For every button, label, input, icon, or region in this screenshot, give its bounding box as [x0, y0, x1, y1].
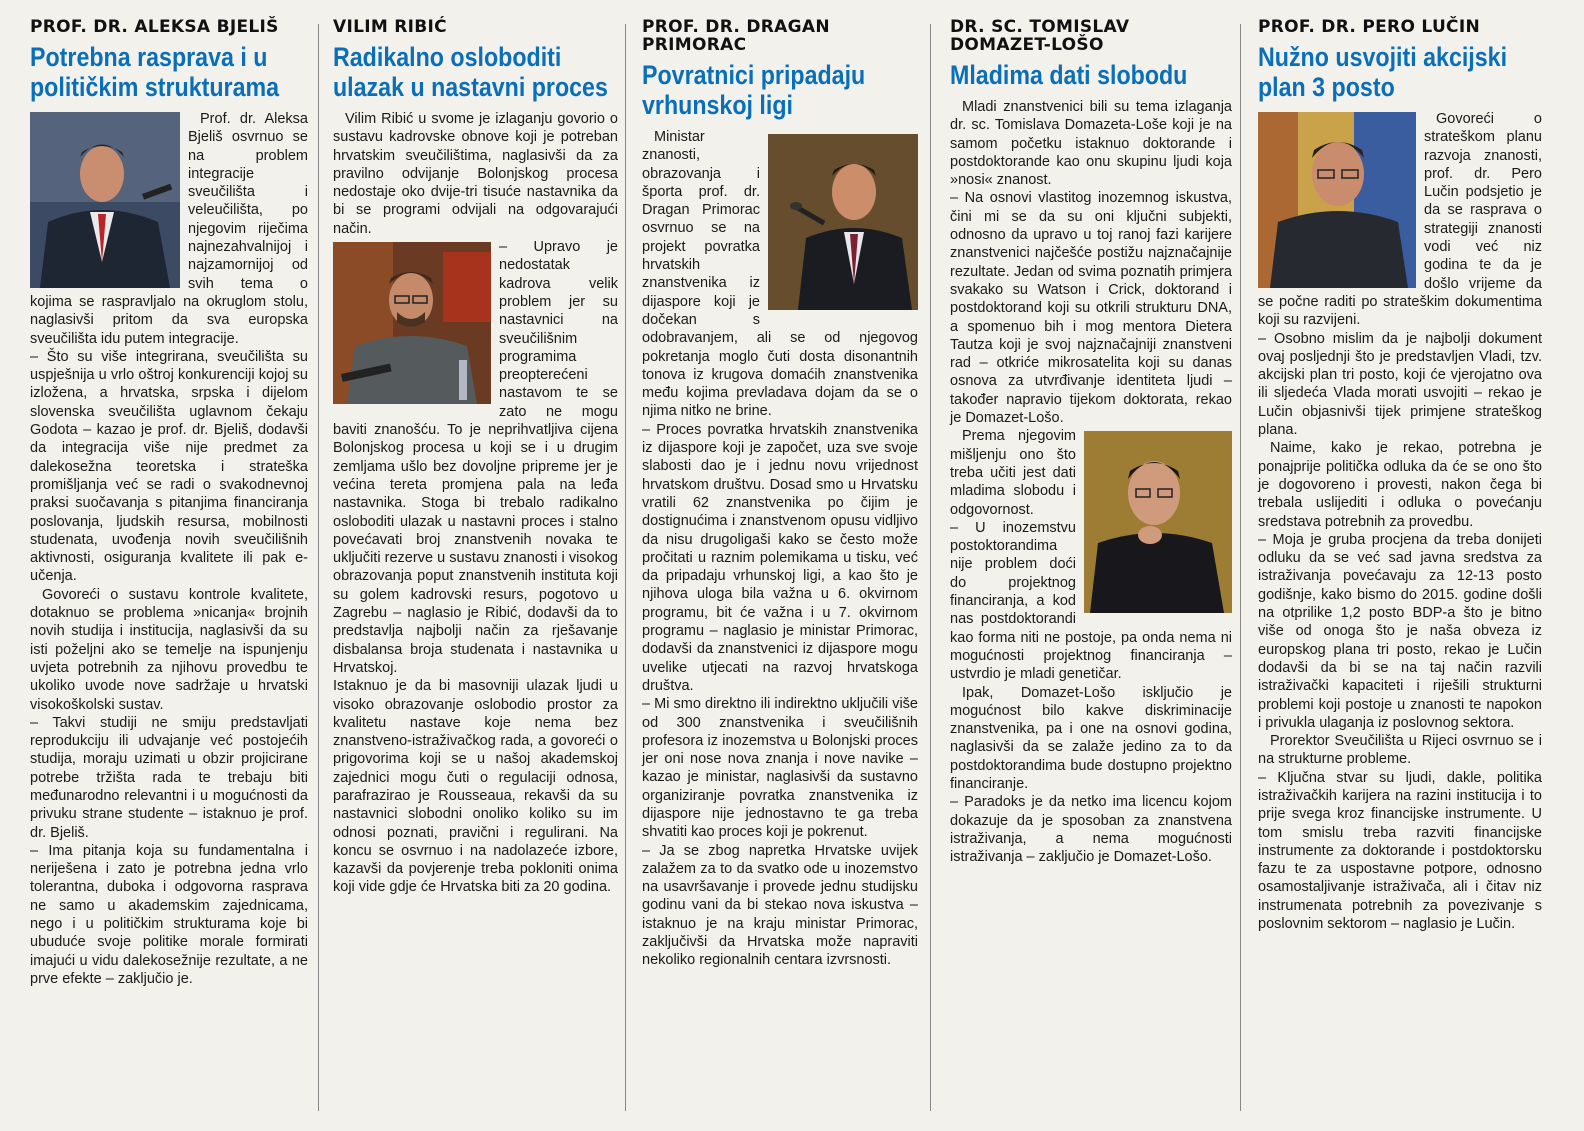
headline: Nužno usvojiti akcijski plan 3 posto — [1258, 42, 1508, 102]
byline: PROF. DR. DRAGAN PRIMORAC — [642, 17, 830, 55]
paragraph: Prorektor Sveučilišta u Rijeci osvrnuo se i na strukturne probleme. — [1258, 733, 1542, 768]
article-body — [1258, 110, 1542, 933]
article-body — [642, 128, 918, 970]
paragraph: – Ja se zbog napretka Hrvatske uvijek zalažem za to da svatko ode u inozemstvo na usavršavanje i provede jednu studijsku godinu vani da bi stekao nova iskustva – istaknuo je na kraju ministar Primorac, zaključivši da Hrvatska može napraviti nekoliko regionalnih centara izvrsnosti. — [642, 842, 918, 969]
byline: PROF. DR. ALEKSA BJELIŠ — [30, 17, 279, 37]
paragraph: – Osobno mislim da je najbolji dokument ovaj posljednji što je predstavljen Vladi, tzv. akcijski plan tri posto, koji će vjerojatno ova ili sljedeća Vlada morati usvojiti – rekao je Lučin objasnivši tijek primjene strateškog plana. — [1258, 330, 1542, 439]
paragraph: Govoreći o sustavu kontrole kvalitete, dotaknuo se problema »nicanja« brojnih novih studija i institucija, naglasivši da su isti poželjni ako se temelje na ispunjenju uvjeta potrebnih za njihovu provedbu te ukoliko uvode nove sadržaje u hrvatski visokoškolski sustav. — [30, 586, 308, 713]
portrait-photo — [1258, 112, 1416, 288]
column-divider — [930, 24, 931, 1111]
article-body — [30, 110, 308, 988]
paragraph: Istaknuo je da bi masovniji ulazak ljudi u visoko obrazovanje oslobodio prostor za kvalitetu nastave koje nema bez znanstveno-istraživačkog rada, a govoreći o prigovorima koji se u našoj akademskoj zajednici mogu čuti o regulaciji odnosa, parafrazirao je Rousseaua, rekavši da su nastavnici slobodni onoliko koliko su im odnosi poznati, pravični i regulirani. Na koncu se osvrnuo i na nadolazeće izbore, kazavši da povjerenje treba pokloniti onima koji vide gdje će Hrvatska biti za 20 godina. — [333, 678, 618, 896]
column-divider — [625, 24, 626, 1111]
paragraph: – U inozemstvu postoktorandima nije problem doći do projektnog financiranja, a kod nas postdoktorandi kao forma niti ne postoje, pa onda nema ni mogućnosti projektnog financiranja – ustvrdio je mladi genetičar. — [950, 519, 1232, 683]
paragraph: Ipak, Domazet-Lošo isključio je mogućnost bilo kakve diskriminacije znanstvenika, pa i one na osnovi godina, naglasivši da se zalaže jedino za to da postdoktorandima bude dostupno projektno financiranje. — [950, 684, 1232, 792]
paragraph: Naime, kako je rekao, potrebna je ponajprije politička odluka da će se ono što je dogovoreno i provesti, nakon čega bi trebala uslijediti i odluka o povećanju sredstava potrebnih za provedbu. — [1258, 440, 1542, 530]
paragraph: – Što su više integrirana, sveučilišta su uspješnija u vrlo oštroj konkurenciji kojoj su izložena, a hrvatska, srpska i dijelom slovenska sveučilišta uglavnom čekaju Godota – kazao je prof. dr. Bjeliš, dodavši da integracija više nije predmet za dalekosežna teoretska i strateška promišljanja već se radi o svakodnevnoj praksi suočavanja s pitanjima financiranja poslovanja, ljudskih resursa, mobilnosti studenata, uvođenja novih sveučilišnih aktivnosti, osiguranja kvalitete ili pak e-učenja. — [30, 348, 308, 585]
article-bjelis — [30, 18, 308, 988]
paragraph: Mladi znanstvenici bili su tema izlaganja dr. sc. Tomislava Domazeta-Loše koji je na samom početku istaknuo doktorande i postdoktorande kao onu skupinu ljudi koja »nosi« znanost. — [950, 99, 1232, 189]
article-ribic — [333, 18, 618, 897]
paragraph: – Proces povratka hrvatskih znanstvenika iz dijaspore koji je započet, uza sve svoje slabosti dao je i jednu novu vrijednost hrvatskom društvu. Dosad smo u Hrvatsku vratili 62 znanstvenika po čijim je dostignućima i znanstvenom opusu vidljivo da nisu drugoligaši kako se često može pročitati u raznim polemikama u tisku, već da pripadaju vrhunskoj ligi, a kao što je njihova uloga bila važna u 6. okvirnom programu, bit će važna i u 7. okvirnom programu – naglasio je ministar Primorac, dodavši da znanstvenici iz dijaspore mogu uvelike utjecati na razvoj hrvatskoga društva. — [642, 421, 918, 694]
paragraph: – Moja je gruba procjena da treba donijeti odluku da se već sad javna sredstva za istraživanja povećavaju za 12-13 posto godišnje, kako bismo do 2015. godine došli na otprilike 1,2 posto BDP-a što je bitno više od onoga što je naša obveza iz europskog plana tri posto, rekao je Lučin dodavši da bi se na taj način razvili istraživački kapaciteti i riješili strukturni problemi koji postoje u znanosti te napokon i privukla ulaganja iz poslovnog sektora. — [1258, 531, 1542, 731]
paragraph: – Ima pitanja koja su fundamentalna i neriješena i zato je potrebna jedna vrlo tolerantna, duboka i odgovorna rasprava ne samo u akademskim zajednicama, nego i u političkim strukturama koje bi ubuduće svoje politike morale formirati imajući u vidu dalekosežnije rezultate, a ne prve efekte – zaključio je. — [30, 842, 308, 987]
portrait-photo — [768, 134, 918, 310]
article-body — [950, 98, 1232, 866]
paragraph: – Ključna stvar su ljudi, dakle, politika istraživačkih karijera na razini institucija i to prije svega kroz financijske instrumente. U tom smislu treba razviti financijske instrumente za doktorande i postdoktorsku fazu te za uspostavne potpore, odnosno osamostaljivanje istraživača, ali i čitav niz instrumenata potrebnih za povezivanje s poslovnim sektorom – naglasio je Lučin. — [1258, 769, 1542, 933]
paragraph: – Takvi studiji ne smiju predstavljati reprodukciju ili udvajanje već postojećih studija, moraju uzimati u obzir projicirane potrebe tržišta rada te trebaju biti međunarodno relevantni i u mogućnosti da privuku strane studente – istaknuo je prof. dr. Bjeliš. — [30, 714, 308, 841]
paragraph: Govoreći o strateškom planu razvoja znanosti, prof. dr. Pero Lučin podsjetio je da se rasprava o strategiji znanosti vodi već niz godina te da je došlo vrijeme da se počne raditi po strateškim dokumentima koji su razvijeni. — [1258, 111, 1542, 329]
paragraph: Ministar znanosti, obrazovanja i športa prof. dr. Dragan Primorac osvrnuo se na projekt povratka hrvatskih znanstvenika iz dijaspore koji je dočekan s odobravanjem, ali se od njegovog pokretanja moglo čuti dosta disonantnih tonova iz krugova domaćih znanstvenika među kojima prevladava dojam da se o njima nitko ne brine. — [642, 129, 918, 420]
paragraph: – Na osnovi vlastitog inozemnog iskustva, čini mi se da su oni ključni subjekti, odnosno da upravo u toj ranoj fazi karijere znanstvenici najčešće postižu najznačajnije rezultate. Jedan od svima poznatih primjera svakako su Watson i Crick, doktorand i postdoktorand koji su otkrili strukturu DNA, a spomenuo bih i mog mentora Dietera Tautza koji je svoj najznačajniji znanstveni rad – otkriće mikrosatelita koji su danas osnova za utvrđivanje identiteta ljudi – također napravio tijekom doktorata, rekao je Domazet-Lošo. — [950, 190, 1232, 427]
paragraph: – Paradoks je da netko ima licencu kojom dokazuje da je sposoban za znanstvena istraživanja, a nema mogućnosti istraživanja – zaključio je Domazet-Lošo. — [950, 794, 1232, 866]
paragraph: – Upravo je nedostatak kadrova velik problem jer su nastavnici na sveučilišnim programima preopterećeni nastavom te se zato ne mogu baviti znanošću. To je neprihvatljiva cijena Bolonjskog procesa u koji se i u drugim zemljama ušlo bez dovoljne pripreme jer je većina tereta promjena pala na leđa nastavnika. Stoga bi trebalo radikalno osloboditi ulazak u nastavni proces i stalno povećavati broj znanstvenih novaka te uključiti rezerve u sustavu znanosti i visokog obrazovanja poput znanstvenih instituta koji su golem kadrovski resurs, pogotovo u Zagrebu – naglasio je Ribić, dodavši da to predstavlja najbolji način za rješavanje disbalansa broja studenata i nastavnika u Hrvatskoj. — [333, 239, 618, 676]
byline: DR. SC. TOMISLAV DOMAZET-LOŠO — [950, 17, 1130, 55]
paragraph: Vilim Ribić u svome je izlaganju govorio o sustavu kadrovske obnove koji je potreban hrvatskim sveučilištima, naglasivši da za pravilno odvijanje Bolonjskog procesa nedostaje oko dvije-tri tisuće nastavnika da bi se programi odvijali na odgovarajući način. — [333, 111, 618, 237]
portrait-photo — [333, 242, 491, 404]
headline: Radikalno osloboditi ulazak u nastavni proces — [333, 42, 608, 102]
paragraph: Prema njegovim mišljenju ono što treba učiti jest dati mladima slobodu i odgovornost. — [950, 428, 1076, 518]
paragraph: Prof. dr. Aleksa Bjeliš osvrnuo se na problem integracije sveučilišta i veleučilišta, po njegovim riječima najnezahvalnijoj i najzamornijoj od svih tema o kojima se raspravljalo na okruglom stolu, naglasivši pritom da sva europska sveučilišta idu putem integracije. — [30, 111, 308, 347]
portrait-photo — [30, 112, 180, 288]
headline: Potrebna rasprava i u političkim strukturama — [30, 42, 280, 102]
byline: VILIM RIBIĆ — [333, 17, 447, 37]
headline: Mladima dati slobodu — [950, 60, 1188, 90]
headline: Povratnici pripadaju vrhunskoj ligi — [642, 60, 866, 120]
article-body — [333, 110, 618, 897]
paragraph: – Mi smo direktno ili indirektno uključili više od 300 znanstvenika i sveučilišnih profesora iz inozemstva u Bolonjski proces jer oni nose novа znanja i nove navike – kazao je ministar, naglasivši da sustavno organiziranje povratka znanstvenika iz dijaspore nije jednostavno te ga treba shvatiti kao proces koji je pokrenut. — [642, 696, 918, 841]
column-divider — [1240, 24, 1241, 1111]
article-domazet-loso — [950, 18, 1232, 866]
article-lucin — [1258, 18, 1542, 933]
column-divider — [318, 24, 319, 1111]
byline: PROF. DR. PERO LUČIN — [1258, 17, 1480, 37]
article-primorac — [642, 18, 918, 970]
portrait-photo — [1084, 431, 1232, 613]
